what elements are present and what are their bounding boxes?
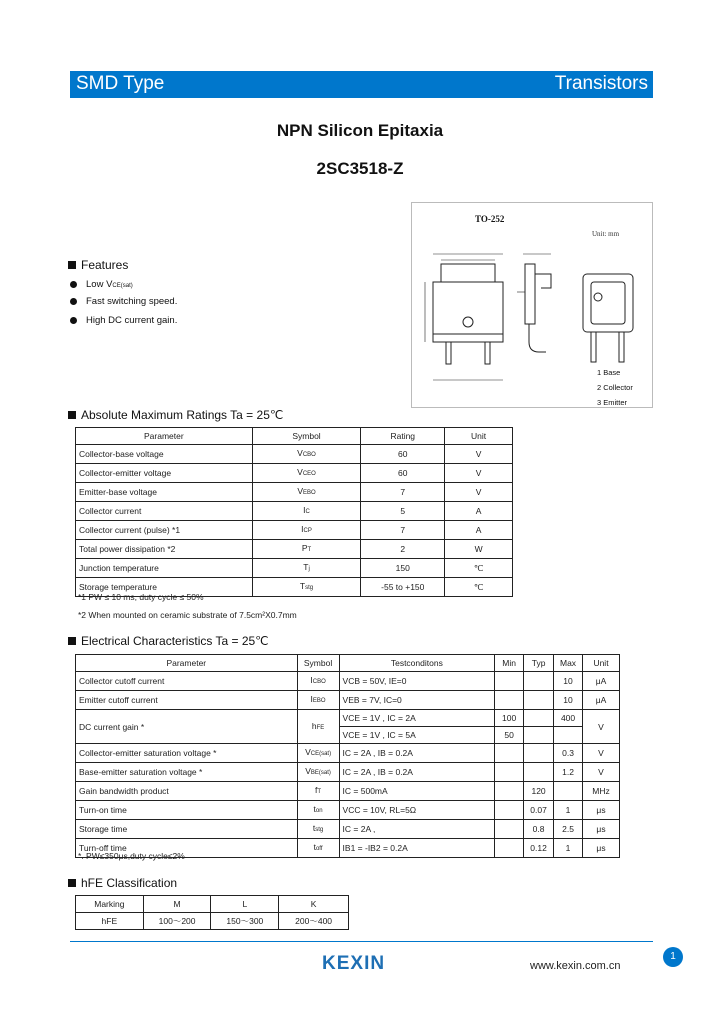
table-header-row: Parameter Symbol Rating Unit	[76, 428, 513, 445]
page-number: 1	[663, 947, 683, 967]
table-row: Collector-base voltage VCBO 60 V	[76, 445, 513, 464]
abs-max-table	[75, 427, 513, 597]
abs-max-note-1: *1 PW ≤ 10 ms, duty cycle ≤ 50%	[78, 592, 204, 602]
table-row: Turn-off time toff IB1 = -IB2 = 0.2A 0.12 1 μs	[76, 839, 620, 858]
document-title: NPN Silicon Epitaxia	[276, 121, 444, 140]
pin-label-base: 1 Base	[597, 368, 621, 377]
bullet-square-icon	[68, 637, 76, 645]
elec-note: *. PW≤350μs,duty cycle≤2%	[78, 851, 185, 861]
table-row: Storage temperature Tstg -55 to +150 ℃	[76, 578, 513, 597]
table-row: Storage time tstg IC = 2A , 0.8 2.5 μs	[76, 820, 620, 839]
table-row: Base-emitter saturation voltage * VBE(sat) IC = 2A , IB = 0.2A 1.2 V	[76, 763, 620, 782]
header-category: Transistors	[554, 73, 648, 94]
table-row: Collector-emitter voltage VCEO 60 V	[76, 464, 513, 483]
header-type: SMD Type	[76, 73, 165, 94]
footer-divider	[70, 941, 653, 942]
elec-heading: Electrical Characteristics Ta = 25℃	[68, 634, 269, 648]
package-unit: Unit: mm	[592, 230, 620, 238]
feature-item: Fast switching speed.	[70, 296, 177, 307]
package-name: TO-252	[475, 214, 505, 224]
table-row: Turn-on time ton VCC = 10V, RL=5Ω 0.07 1 μs	[76, 801, 620, 820]
bullet-dot-icon	[70, 298, 77, 305]
hfe-table	[75, 895, 349, 930]
table-row: Collector current (pulse) *1 ICP 7 A	[76, 521, 513, 540]
table-header-row: Parameter Symbol Testconditons Min Typ Max Unit	[76, 655, 620, 672]
table-row: Collector current IC 5 A	[76, 502, 513, 521]
abs-max-heading: Absolute Maximum Ratings Ta = 25℃	[68, 408, 283, 422]
table-row: DC current gain * hFE VCE = 1V , IC = 2A 100 400 V	[76, 710, 620, 727]
pin-label-emitter: 3 Emitter	[597, 398, 628, 407]
pin-label-collector: 2 Collector	[597, 383, 633, 392]
features-heading: Features	[68, 258, 128, 272]
table-row: Gain bandwidth product fT IC = 500mA 120 MHz	[76, 782, 620, 801]
table-row: Emitter-base voltage VEBO 7 V	[76, 483, 513, 502]
feature-item: Low VCE(sat)	[70, 279, 133, 290]
feature-item: High DC current gain.	[70, 315, 177, 326]
header-bar	[70, 71, 653, 98]
elec-table	[75, 654, 620, 858]
hfe-heading: hFE Classification	[68, 876, 177, 890]
abs-max-note-2: *2 When mounted on ceramic substrate of 7.5cm²X0.7mm	[78, 610, 297, 620]
table-row: Collector-emitter saturation voltage * VCE(sat) IC = 2A , IB = 0.2A 0.3 V	[76, 744, 620, 763]
bullet-dot-icon	[70, 317, 77, 324]
part-number: 2SC3518-Z	[316, 159, 404, 178]
table-row: VCE = 1V , IC = 5A 50	[76, 727, 620, 744]
table-row: Marking M L K	[76, 896, 349, 913]
table-row: Total power dissipation *2 PT 2 W	[76, 540, 513, 559]
table-row: Junction temperature Tj 150 ℃	[76, 559, 513, 578]
table-row: Collector cutoff current ICBO VCB = 50V, IE=0 10 μA	[76, 672, 620, 691]
bullet-square-icon	[68, 261, 76, 269]
kexin-logo: KEXIN	[322, 953, 386, 974]
bullet-square-icon	[68, 411, 76, 419]
bullet-square-icon	[68, 879, 76, 887]
package-outline-drawing	[411, 202, 653, 408]
footer-url[interactable]: www.kexin.com.cn	[530, 960, 621, 972]
table-row: hFE 100～200 150～300 200～400	[76, 913, 349, 930]
bullet-dot-icon	[70, 281, 77, 288]
table-row: Emitter cutoff current IEBO VEB = 7V, IC=0 10 μA	[76, 691, 620, 710]
